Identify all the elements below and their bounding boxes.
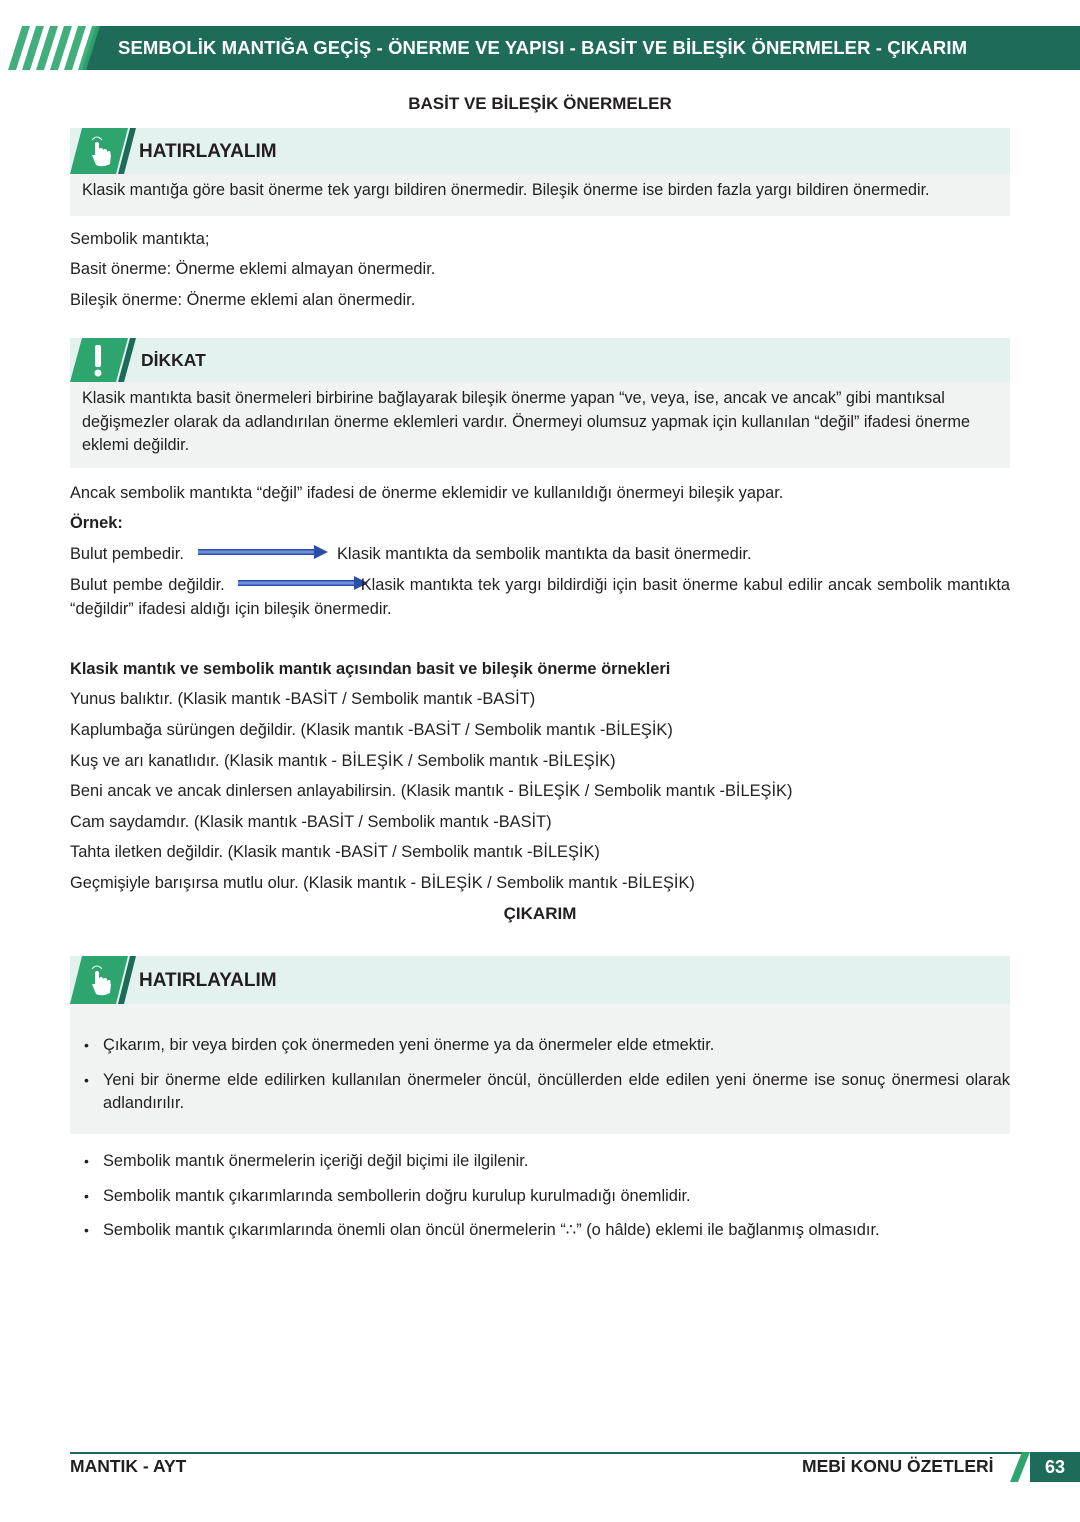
list-item: • Sembolik mantık çıkarımlarında sembollerin doğru kurulup kurulmadığı önemlidir. [82,1185,1010,1209]
callout-hatirlayalim-2 [70,956,1010,1134]
list-item: • Çıkarım, bir veya birden çok önermeden yeni önerme ya da önermeler elde etmektir. [82,1034,1010,1058]
example-sentence: Bulut pembedir. [70,545,184,563]
comparison-item: Beni ancak ve ancak dinlersen anlayabilirsin. (Klasik mantık - BİLEŞİK / Sembolik mantık -BİLEŞİK) [70,782,793,800]
callout-bullet-list [82,1034,1010,1116]
page-header [0,26,1080,70]
example-explanation: Klasik mantıkta da sembolik mantıkta da basit önermedir. [337,545,752,563]
callout-header [70,338,1010,382]
callout-title: HATIRLAYALIM [139,141,277,162]
page-number: 63 [1030,1452,1080,1482]
callout-dikkat [70,338,1010,468]
callout-title: DİKKAT [141,350,206,370]
callout-text: Klasik mantığa göre basit önerme tek yargı bildiren önermedir. Bileşik önerme ise birden fazla yargı bildiren önermedir. [82,181,930,199]
exclamation-icon [70,338,140,382]
comparison-item: Tahta iletken değildir. (Klasik mantık -BASİT / Sembolik mantık -BİLEŞİK) [70,843,600,861]
footer-divider [70,1452,1025,1454]
callout-title: HATIRLAYALIM [139,970,277,991]
example-sentence: Bulut pembe değildir. [70,576,225,594]
definition-basit: Basit önerme: Önerme eklemi almayan önermedir. [70,260,436,278]
comparison-item: Geçmişiyle barışırsa mutlu olur. (Klasik mantık - BİLEŞİK / Sembolik mantık -BİLEŞİK) [70,874,695,892]
hand-pointer-icon [70,956,140,1004]
comparison-heading: Klasik mantık ve sembolik mantık açısından basit ve bileşik önerme örnekleri [70,660,671,678]
list-item: • Sembolik mantık çıkarımlarında önemli olan öncül önermelerin “∴” (o hâlde) eklemi ile bağlanmış olmasıdır. [82,1219,1010,1243]
example-explanation: Klasik mantıkta tek yargı bildirdiği için basit önerme kabul edilir ancak sembolik mantıkta “değildir” ifadesi aldığı için bileşik önermedir. [70,576,1011,618]
right-arrow-icon [198,545,330,559]
hand-pointer-icon [70,128,140,174]
comparison-item: Kuş ve arı kanatlıdır. (Klasik mantık - BİLEŞİK / Sembolik mantık -BİLEŞİK) [70,752,616,770]
footer-subject: MANTIK - AYT [70,1456,187,1476]
callout-header [70,956,1010,1004]
callout-hatirlayalim-1 [70,128,1010,216]
example-2-block [70,573,1010,621]
definition-intro: Sembolik mantıkta; [70,230,210,248]
header-title: SEMBOLİK MANTIĞA GEÇİŞ - ÖNERME VE YAPISI - BASİT VE BİLEŞİK ÖNERMELER - ÇIKARIM [118,37,968,58]
comparison-item: Cam saydamdır. (Klasik mantık -BASİT / Sembolik mantık -BASİT) [70,813,552,831]
callout-text: Klasik mantıkta basit önermeleri birbirine bağlayarak bileşik önerme yapan “ve, veya, ise, ancak ve ancak” gibi mantıksal değişmezler olarak da adlandırılan önerme eklemleri vardır. Önermeyi olumsuz yapmak için kullanılan “değil” ifadesi önerme eklemi değildir. [82,389,971,454]
note-text: Ancak sembolik mantıkta “değil” ifadesi de önerme eklemidir ve kullanıldığı önermeyi bileşik yapar. [70,484,784,502]
footer-series: MEBİ KONU ÖZETLERİ [802,1456,994,1476]
list-item: • Yeni bir önerme elde edilirken kullanılan önermeler öncül, öncüllerden elde edilen yeni önerme ise sonuç önermesi olarak adlandırılır. [82,1069,1010,1116]
list-item: • Sembolik mantık önermelerin içeriği değil biçimi ile ilgilenir. [82,1150,1010,1174]
callout-header [70,128,1010,174]
section-title-basit-bilesik: BASİT VE BİLEŞİK ÖNERMELER [408,94,672,113]
example-label: Örnek: [70,514,123,532]
comparison-item: Yunus balıktır. (Klasik mantık -BASİT / Sembolik mantık -BASİT) [70,690,536,708]
comparison-item: Kaplumbağa sürüngen değildir. (Klasik mantık -BASİT / Sembolik mantık -BİLEŞİK) [70,721,673,739]
section-title-cikarim: ÇIKARIM [503,904,577,923]
cikarim-bullet-list [82,1150,1010,1243]
footer-slash-decoration [1008,1452,1032,1482]
definition-bilesik: Bileşik önerme: Önerme eklemi alan önermedir. [70,291,416,309]
